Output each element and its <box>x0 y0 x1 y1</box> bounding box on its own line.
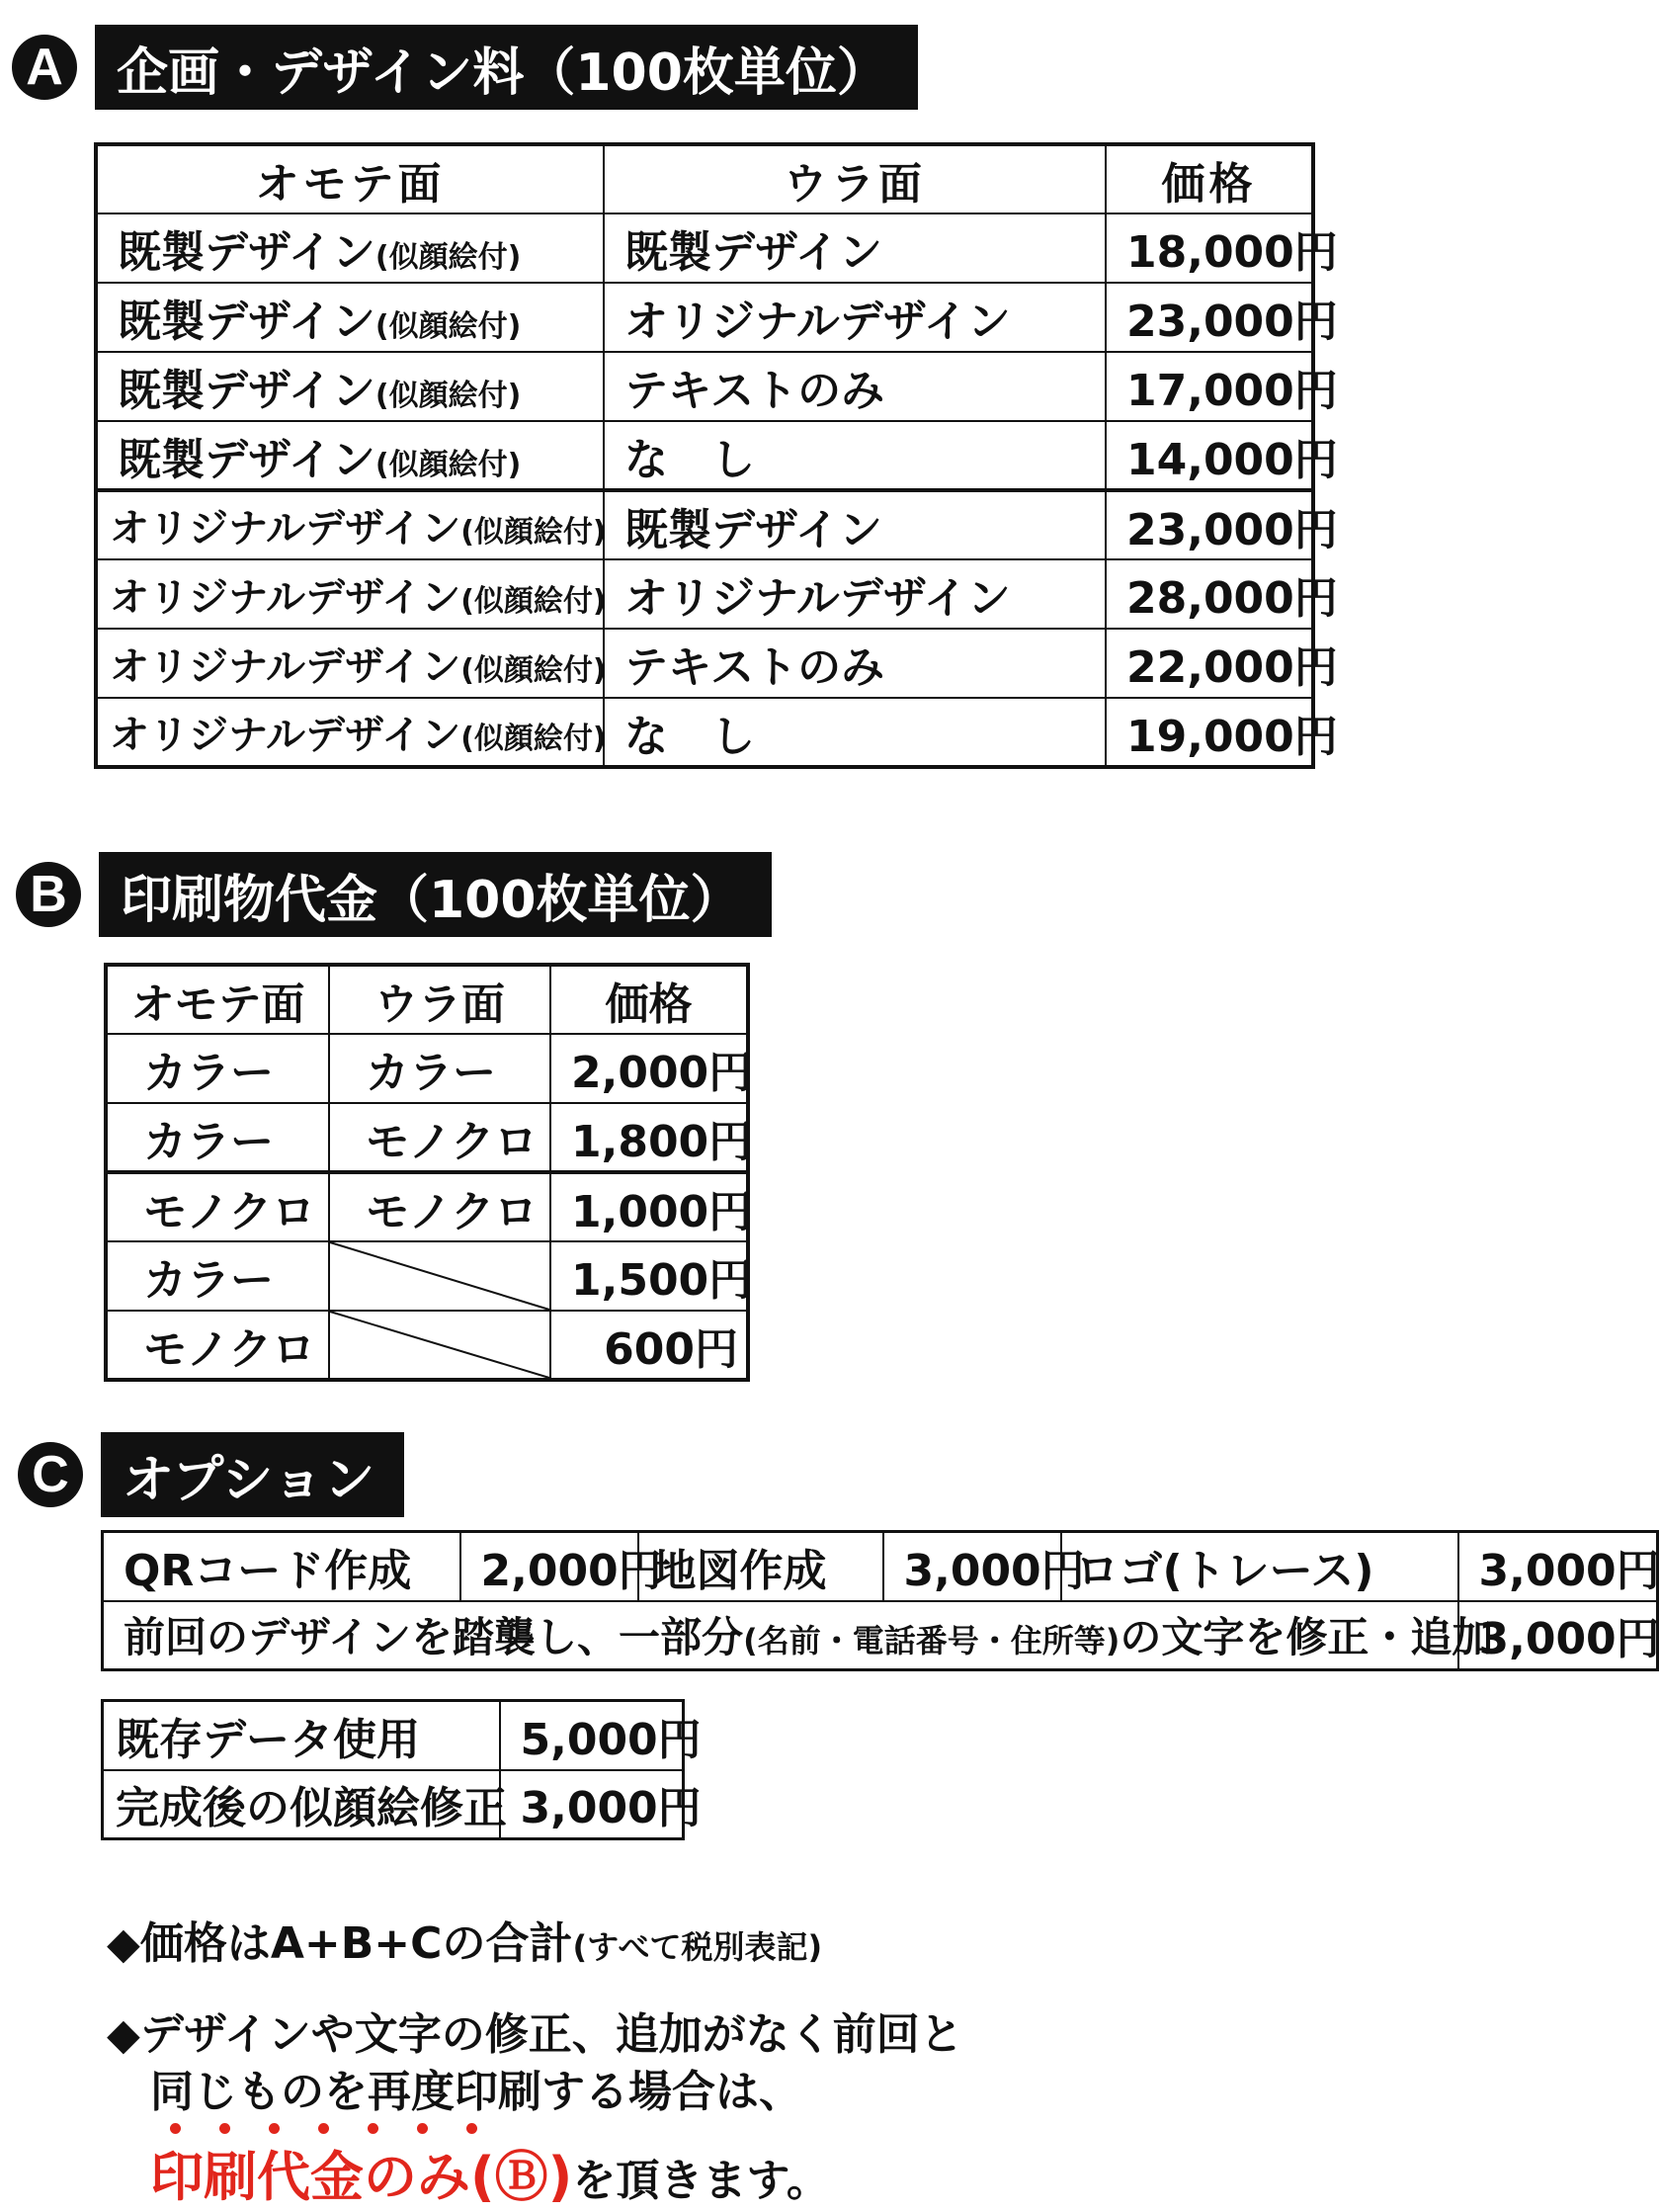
price-cell: 1,500円 <box>550 1241 748 1311</box>
options-extra-table <box>101 1699 702 1840</box>
back-cell: テキストのみ <box>604 629 1106 698</box>
note-total: ◆価格はA+B+Cの合計(すべて税別表記) <box>107 1918 823 1969</box>
price-cell: 28,000円 <box>1106 559 1313 629</box>
option-label: 既存データ使用 <box>103 1701 500 1770</box>
table-row <box>106 1241 748 1311</box>
header-front: オモテ面 <box>96 144 604 213</box>
front-cell: カラー <box>106 1103 329 1172</box>
price-cell: 2,000円 <box>550 1034 748 1103</box>
option-label-long: 前回のデザインを踏襲し、一部分(名前・電話番号・住所等)の文字を修正・追加 <box>103 1601 1458 1670</box>
section-a-header <box>12 25 918 110</box>
table-row <box>96 352 1313 421</box>
front-cell: オリジナルデザイン(似顔絵付) <box>96 698 604 767</box>
table-row <box>103 1601 1658 1670</box>
options-table <box>101 1530 1659 1671</box>
front-cell: モノクロ <box>106 1311 329 1380</box>
option-price: 3,000円 <box>1458 1532 1658 1601</box>
diagonal-slash <box>330 1312 549 1378</box>
option-price: 3,000円 <box>883 1532 1061 1601</box>
back-cell: オリジナルデザイン <box>604 559 1106 629</box>
table-row <box>96 490 1313 559</box>
option-price: 3,000円 <box>1458 1601 1658 1670</box>
section-c-title: オプション <box>101 1432 404 1517</box>
option-price: 2,000円 <box>460 1532 638 1601</box>
price-cell: 23,000円 <box>1106 490 1313 559</box>
price-cell: 600円 <box>550 1311 748 1380</box>
price-cell: 19,000円 <box>1106 698 1313 767</box>
price-cell: 1,000円 <box>550 1172 748 1241</box>
front-cell: オリジナルデザイン(似顔絵付) <box>96 559 604 629</box>
option-label: QRコード作成 <box>103 1532 460 1601</box>
section-a-badge: A <box>12 35 77 100</box>
option-label: ロゴ(トレース) <box>1061 1532 1458 1601</box>
option-price: 5,000円 <box>500 1701 684 1770</box>
header-price: 価格 <box>550 965 748 1034</box>
front-cell: カラー <box>106 1241 329 1311</box>
table-row <box>96 698 1313 767</box>
option-label: 地図作成 <box>638 1532 883 1601</box>
table-row <box>106 1311 748 1380</box>
note-reprint-line2: 同じものを再度印刷する場合は、 <box>150 2067 802 2117</box>
price-cell: 23,000円 <box>1106 283 1313 352</box>
price-cell: 14,000円 <box>1106 421 1313 490</box>
print-only-emphasis: 印刷代金のみ(Ⓑ) <box>150 2146 573 2208</box>
diagonal-slash <box>330 1242 549 1310</box>
back-cell: モノクロ <box>329 1172 550 1241</box>
table-row <box>103 1532 1658 1601</box>
design-fee-table <box>94 142 1338 769</box>
note-reprint-line1: ◆デザインや文字の修正、追加がなく前回と <box>107 2009 963 2060</box>
front-cell: 既製デザイン(似顔絵付) <box>96 213 604 283</box>
table-row <box>106 1103 748 1172</box>
table-row <box>103 1770 684 1839</box>
table-row <box>96 283 1313 352</box>
section-c-badge: C <box>18 1442 83 1507</box>
back-cell: モノクロ <box>329 1103 550 1172</box>
price-cell: 22,000円 <box>1106 629 1313 698</box>
front-cell: モノクロ <box>106 1172 329 1241</box>
section-b-badge: B <box>16 862 81 927</box>
front-cell: オリジナルデザイン(似顔絵付) <box>96 490 604 559</box>
print-fee-table <box>104 963 753 1382</box>
back-cell: テキストのみ <box>604 352 1106 421</box>
table-row <box>96 213 1313 283</box>
header-back: ウラ面 <box>329 965 550 1034</box>
header-back: ウラ面 <box>604 144 1106 213</box>
price-cell: 17,000円 <box>1106 352 1313 421</box>
back-cell: な し <box>604 421 1106 490</box>
back-cell: カラー <box>329 1034 550 1103</box>
table-row <box>106 1034 748 1103</box>
front-cell: 既製デザイン(似顔絵付) <box>96 352 604 421</box>
table-row <box>103 1701 684 1770</box>
empty-back-cell <box>329 1311 550 1380</box>
price-cell: 18,000円 <box>1106 213 1313 283</box>
table-header-row <box>96 144 1313 213</box>
section-b-title: 印刷物代金（100枚単位） <box>99 852 772 937</box>
section-b-header <box>16 852 772 937</box>
front-cell: オリジナルデザイン(似顔絵付) <box>96 629 604 698</box>
back-cell: 既製デザイン <box>604 490 1106 559</box>
back-cell: オリジナルデザイン <box>604 283 1106 352</box>
back-cell: 既製デザイン <box>604 213 1106 283</box>
front-cell: カラー <box>106 1034 329 1103</box>
header-front: オモテ面 <box>106 965 329 1034</box>
table-row <box>96 629 1313 698</box>
option-price: 3,000円 <box>500 1770 684 1839</box>
table-row <box>96 421 1313 490</box>
front-cell: 既製デザイン(似顔絵付) <box>96 283 604 352</box>
table-row <box>96 559 1313 629</box>
table-header-row <box>106 965 748 1034</box>
front-cell: 既製デザイン(似顔絵付) <box>96 421 604 490</box>
empty-back-cell <box>329 1241 550 1311</box>
back-cell: な し <box>604 698 1106 767</box>
table-row <box>106 1172 748 1241</box>
note-print-only: 印刷代金のみ(Ⓑ)を頂きます。 <box>150 2146 830 2208</box>
section-a-title: 企画・デザイン料（100枚単位） <box>95 25 918 110</box>
option-label: 完成後の似顔絵修正 <box>103 1770 500 1839</box>
header-price: 価格 <box>1106 144 1313 213</box>
section-c-header <box>18 1432 404 1517</box>
price-cell: 1,800円 <box>550 1103 748 1172</box>
